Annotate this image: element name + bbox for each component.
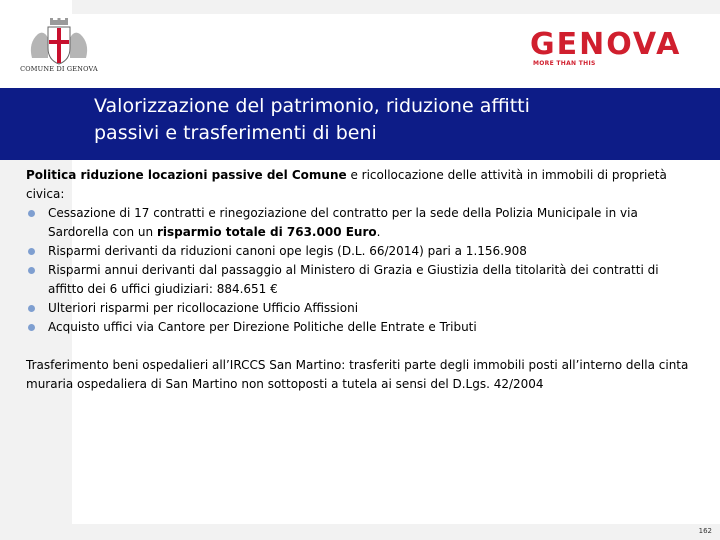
page-number: 162	[698, 527, 712, 535]
comune-label: COMUNE DI GENOVA	[20, 65, 98, 73]
slide-title-line-1: Valorizzazione del patrimonio, riduzione affitti	[94, 95, 530, 117]
bullet-text: Acquisto uffici via Cantore per Direzione Politiche delle Entrate e Tributi	[48, 320, 477, 334]
bullet-text: Ulteriori risparmi per ricollocazione Ufficio Affissioni	[48, 301, 359, 315]
bullet-icon	[28, 267, 35, 274]
bullet-icon	[28, 305, 35, 312]
slide-title	[94, 93, 654, 147]
bullet-text: Risparmi derivanti da riduzioni canoni ope legis (D.L. 66/2014) pari a 1.156.908	[48, 244, 527, 258]
slide-body	[26, 166, 698, 394]
transfer-paragraph: Trasferimento beni ospedalieri all’IRCCS San Martino: trasferiti parte degli immobili posti all’interno della cinta muraria ospedaliera di San Martino non sottoposti a tutela ai sensi del D.Lgs. 42/2004	[26, 358, 689, 391]
bullet-text: Risparmi annui derivanti dal passaggio al Ministero di Grazia e Giustizia della titolarità dei contratti di affitto dei 6 uffici giudiziari: 884.651 €	[48, 263, 659, 296]
savings-list	[26, 204, 698, 337]
slide-title-line-2: passivi e trasferimenti di beni	[94, 122, 377, 144]
bullet-icon	[28, 248, 35, 255]
intro-rest: e ricollocazione delle attività in immobili di proprietà civica:	[26, 168, 667, 201]
bullet-icon	[28, 210, 35, 217]
list-item	[26, 242, 698, 261]
intro-bold: Politica riduzione locazioni passive del Comune	[26, 168, 347, 182]
top-decorative-strip	[72, 0, 720, 14]
genova-brand-logo	[530, 27, 702, 70]
coat-of-arms-icon	[14, 18, 104, 68]
bullet-text-pre: Cessazione di 17 contratti e rinegoziazione del contratto per la sede della Polizia Municipale in via Sardorella con un	[48, 206, 638, 239]
bullet-icon	[28, 324, 35, 331]
list-item	[26, 261, 698, 299]
list-item	[26, 299, 698, 318]
list-item	[26, 318, 698, 337]
genova-tagline: MORE THAN THIS	[533, 60, 596, 67]
genova-logo-word: GENOVA	[530, 27, 682, 62]
spacer	[26, 337, 698, 356]
bullet-text-bold: risparmio totale di 763.000 Euro	[156, 225, 377, 239]
bottom-decorative-strip	[72, 524, 720, 540]
list-item	[26, 204, 698, 242]
intro-paragraph	[26, 166, 698, 204]
bullet-text-post: .	[376, 225, 381, 239]
